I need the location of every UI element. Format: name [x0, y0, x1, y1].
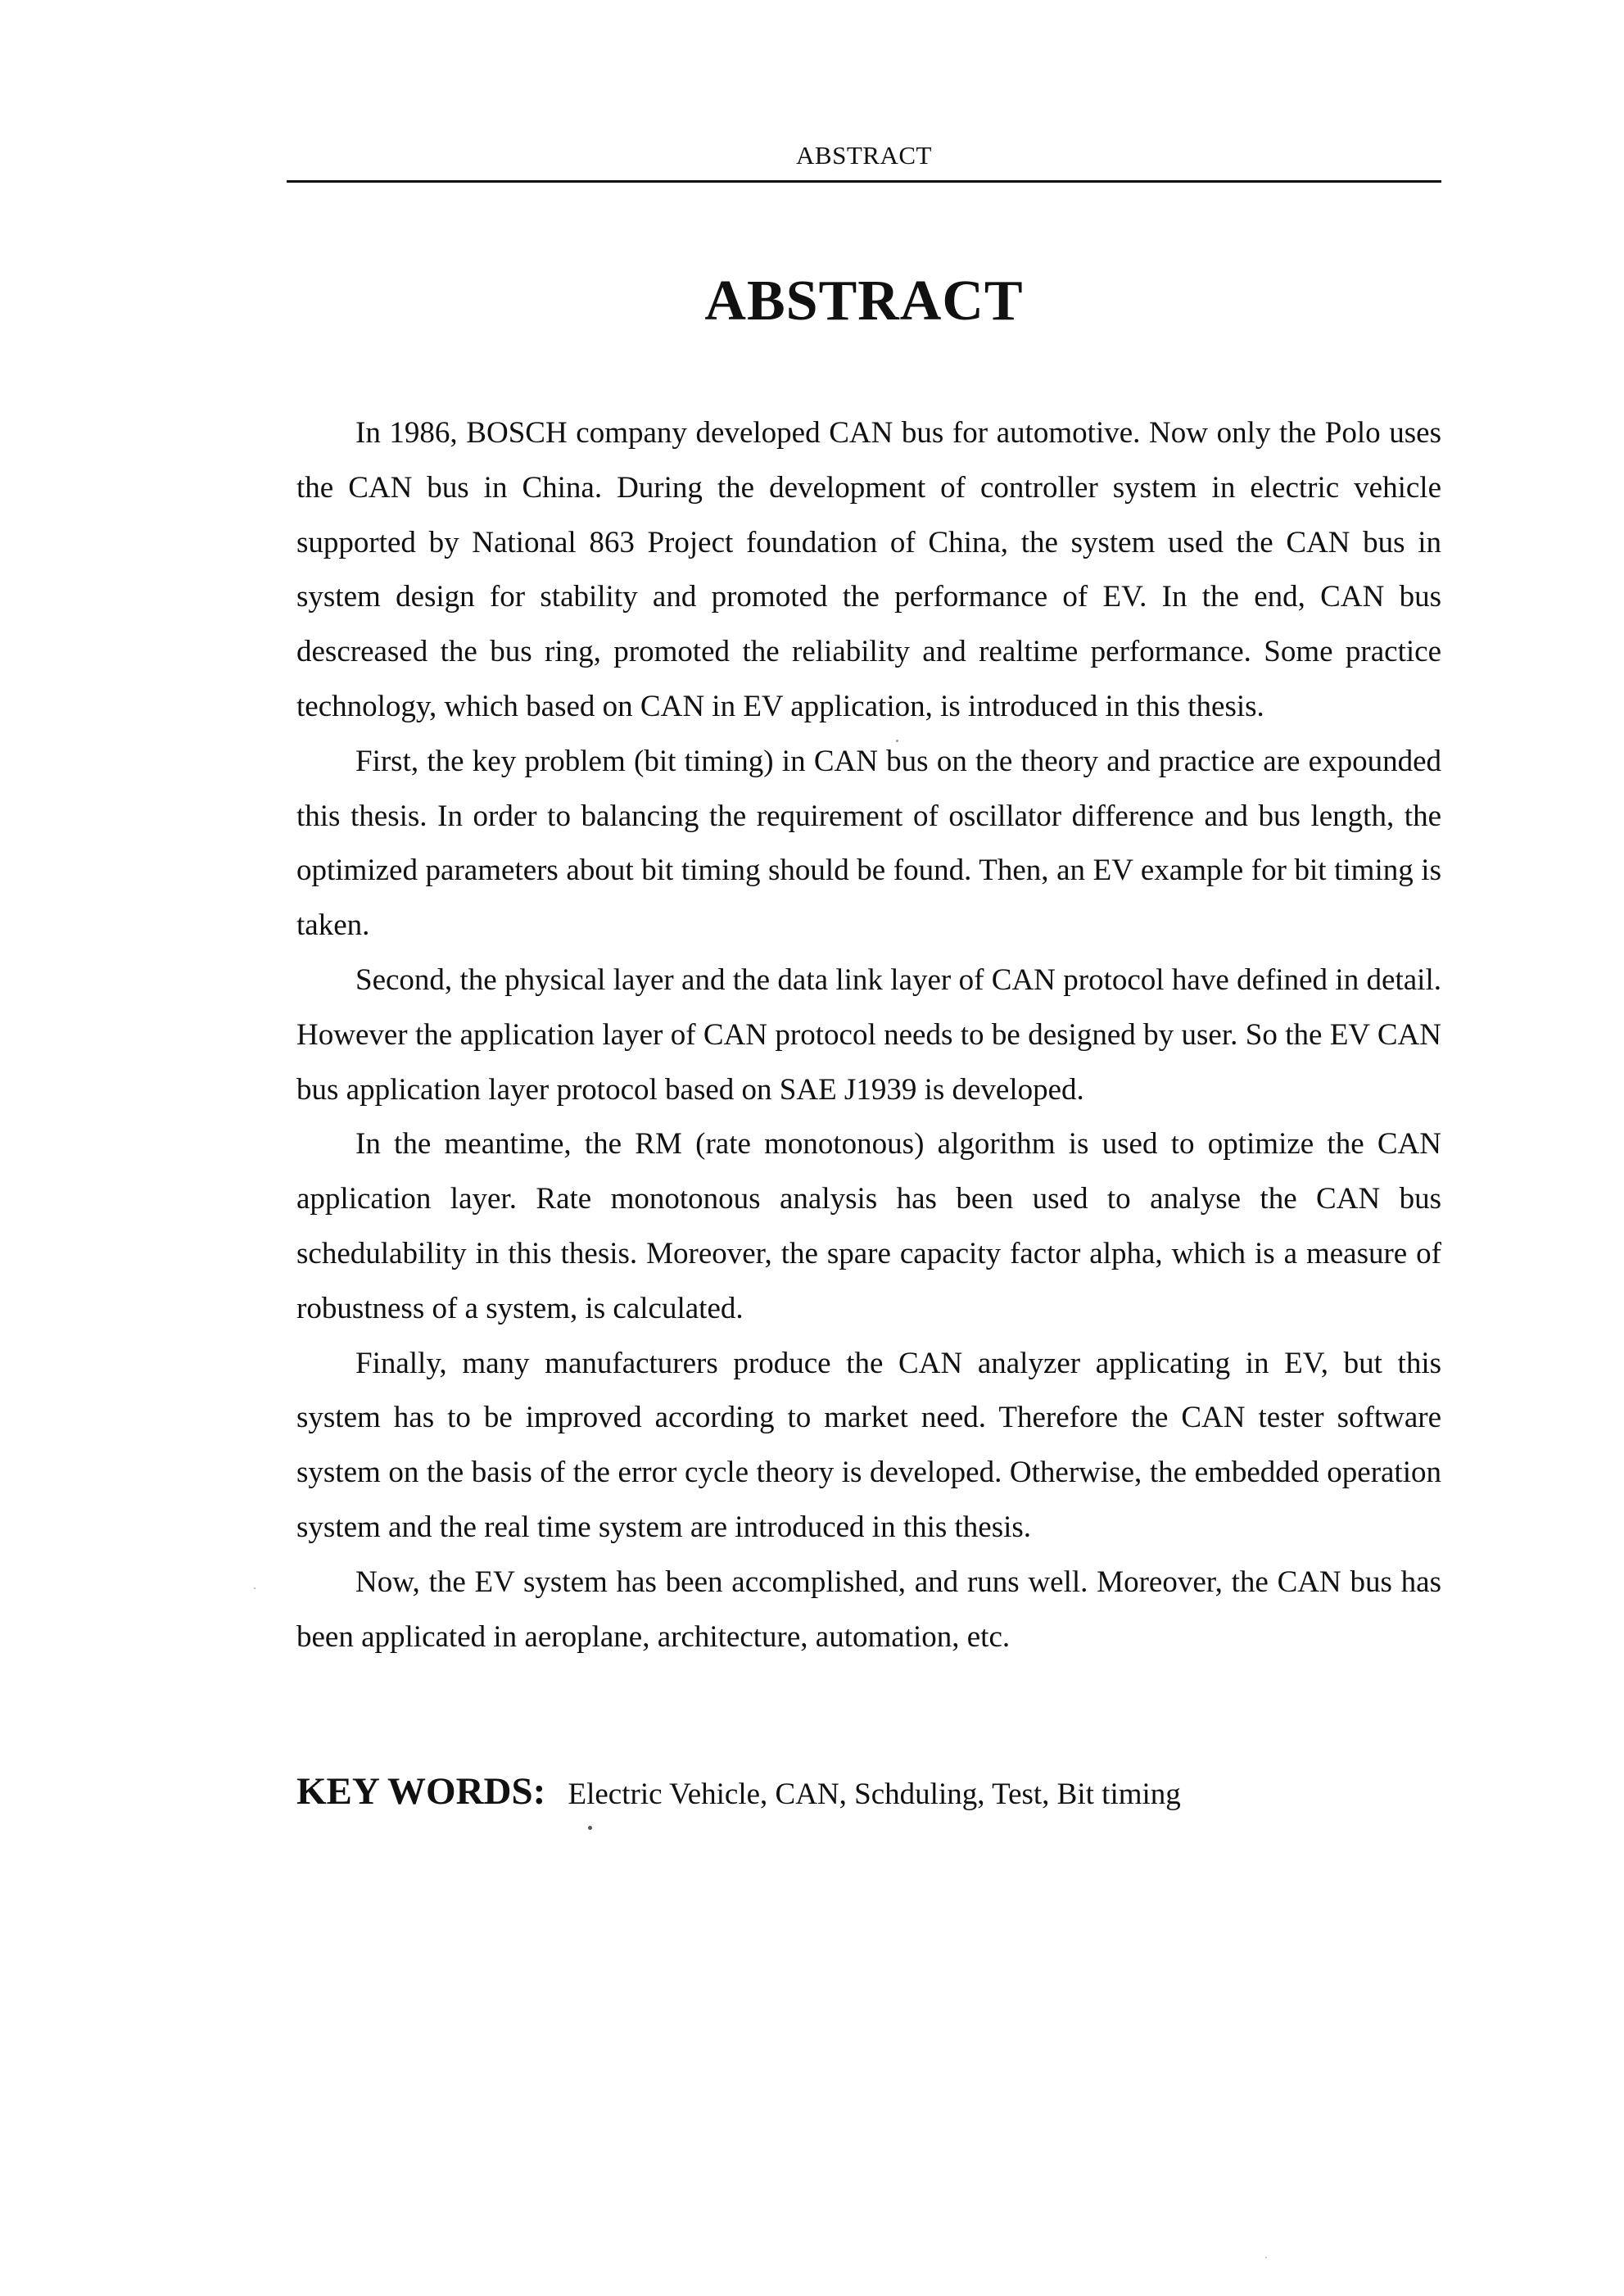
running-header: ABSTRACT: [796, 141, 932, 170]
scan-speck: [896, 740, 898, 742]
abstract-paragraph-4: In the meantime, the RM (rate monotonous) algorithm is used to optimize the CAN application layer. Rate monotonous analysis has been used to analyse the CAN bus schedulability in this thesis. Moreover, the spare capacity factor alpha, which is a measure of robustness of a system, is calculated.: [296, 1127, 1441, 1325]
scan-speck: [1265, 2257, 1267, 2258]
scan-speck: [254, 1587, 256, 1589]
keywords-line: [296, 1769, 1441, 1814]
header-rule: [287, 180, 1441, 183]
abstract-body: [296, 406, 1441, 1664]
scan-speck: [588, 1826, 592, 1830]
page-title: ABSTRACT: [704, 269, 1024, 333]
abstract-paragraph-1: In 1986, BOSCH company developed CAN bus for automotive. Now only the Polo uses the CAN bus in China. During the development of controller system in electric vehicle supported by National 863 Project foundation of China, the system used the CAN bus in system design for stability and promoted the performance of EV. In the end, CAN bus descreased the bus ring, promoted the reliability and realtime performance. Some practice technology, which based on CAN in EV application, is introduced in this thesis.: [296, 416, 1441, 723]
abstract-paragraph-5: Finally, many manufacturers produce the CAN analyzer applicating in EV, but this system has to be improved according to market need. Therefore the CAN tester software system on the basis of the error cycle theory is developed. Otherwise, the embedded operation system and the real time system are introduced in this thesis.: [296, 1346, 1441, 1544]
abstract-paragraph-6: Now, the EV system has been accomplished, and runs well. Moreover, the CAN bus has been applicated in aeroplane, architecture, automation, etc.: [296, 1565, 1441, 1654]
abstract-paragraph-3: Second, the physical layer and the data link layer of CAN protocol have defined in detail. However the application layer of CAN protocol needs to be designed by user. So the EV CAN bus application layer protocol based on SAE J1939 is developed.: [296, 962, 1441, 1107]
keywords-label: KEY WORDS:: [296, 1770, 546, 1813]
abstract-paragraph-2: First, the key problem (bit timing) in CAN bus on the theory and practice are expounded this thesis. In order to balancing the requirement of oscillator difference and bus length, the optimized parameters about bit timing should be found. Then, an EV example for bit timing is taken.: [296, 744, 1441, 943]
keywords-value: Electric Vehicle, CAN, Schduling, Test, Bit timing: [568, 1777, 1181, 1811]
